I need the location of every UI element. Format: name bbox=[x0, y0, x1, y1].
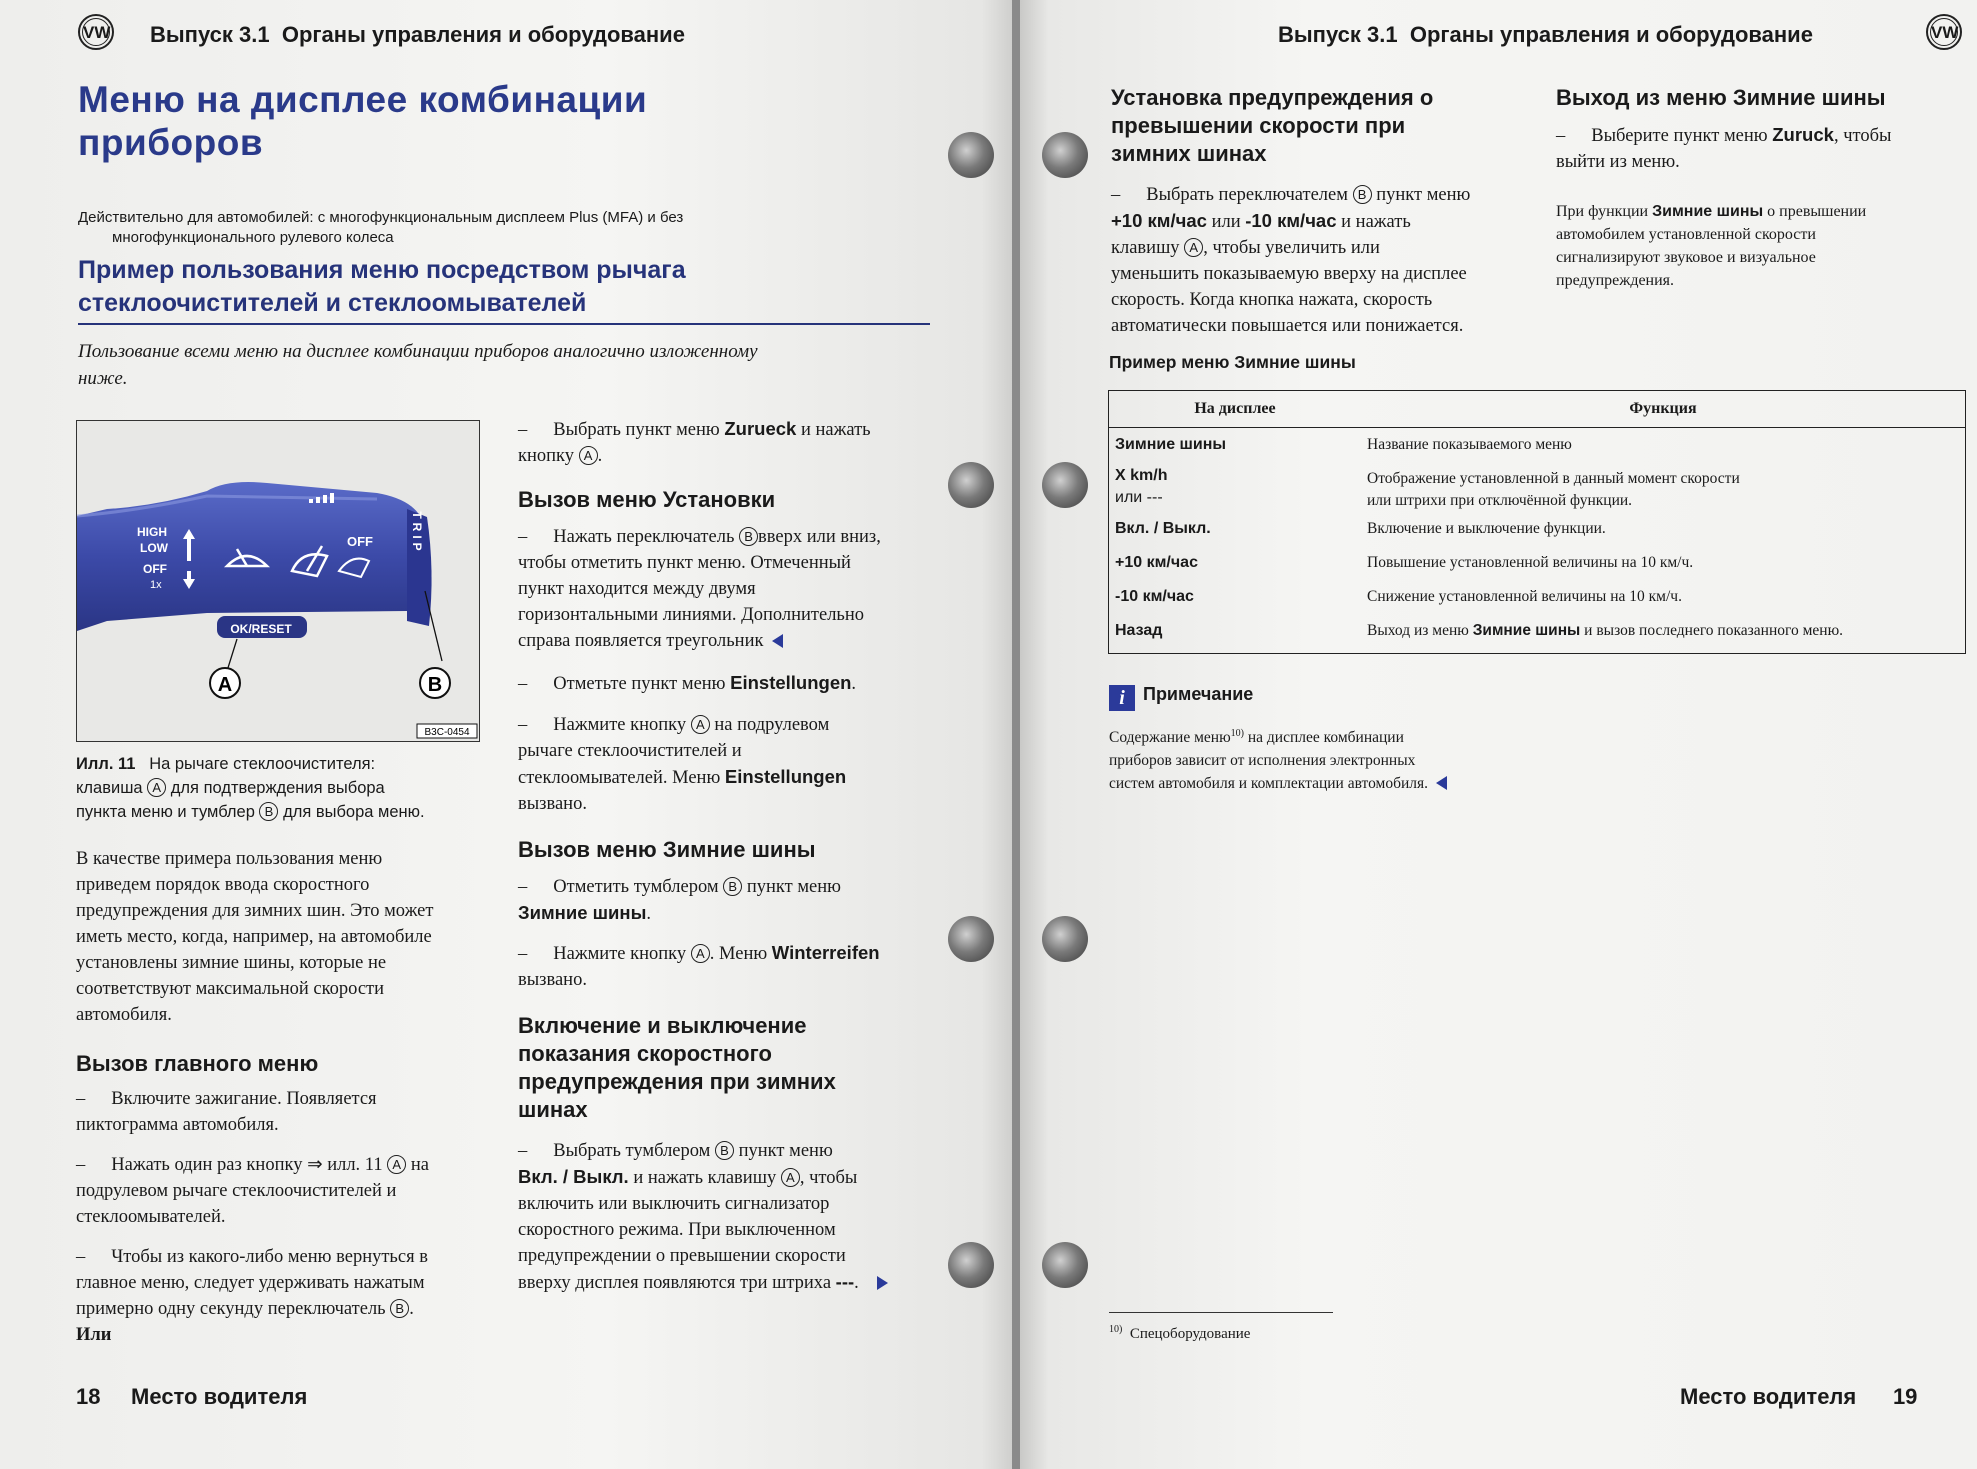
label-trip bbox=[410, 511, 424, 554]
heading-winter-menu: Вызов меню Зимние шины bbox=[518, 837, 816, 862]
step-set-speed: – Выбрать переключателем B пункт меню +10 км/час или -10 км/час и нажать клавишу A , чтобы увеличить или уменьшить показываемую вверху на дисплее скорость. Когда кнопка нажата, скорость автоматически повышается или понижается. bbox=[1111, 185, 1471, 336]
vw-logo-right: VW bbox=[1926, 14, 1962, 50]
continue-arrow-icon bbox=[877, 1276, 888, 1290]
table-row: Вкл. / Выкл. Включение и выключение функции. bbox=[1115, 519, 1606, 537]
intro-text: Пользование всеми меню на дисплее комбинации приборов аналогично изложенному ниже. bbox=[78, 341, 758, 389]
svg-text:B: B bbox=[427, 674, 443, 696]
note-text: Содержание меню$^{10)}$ на дисплее комбинации приборов зависит от исполнения электронных систем автомобиля и комплектации автомобиля. bbox=[1109, 722, 1549, 795]
label-off: OFF bbox=[143, 562, 167, 576]
step-return-main: – Чтобы из какого-либо меню вернуться в главное меню, следует удерживать нажатым примерно одну секунду переключатель B . Или bbox=[76, 1247, 428, 1345]
wiper-stalk-illustration bbox=[77, 421, 479, 741]
heading-main-menu: Вызов главного меню bbox=[76, 1051, 319, 1076]
label-ok-reset: OK/RESET bbox=[230, 622, 292, 636]
heading-setup-menu: Вызов меню Установки bbox=[518, 487, 776, 512]
figure-caption: Илл. 11 На рычаге стеклоочистителя: клавиша A для подтверждения выбора пункта меню и тумблер B для выбора меню. bbox=[76, 755, 425, 821]
figure-wiper-stalk bbox=[76, 420, 480, 742]
step-zurueck: – Выбрать пункт меню Zurueck и нажать кнопку A . bbox=[518, 418, 871, 466]
table-row: Назад Выход из меню Зимние шины и вызов последнего показанного меню. bbox=[1115, 621, 1844, 639]
header-title-right: Выпуск 3.1 Органы управления и оборудование bbox=[1278, 22, 1813, 47]
label-1x: 1x bbox=[150, 579, 162, 591]
binder-hole bbox=[948, 462, 994, 508]
table-row: -10 км/час Снижение установленной величины на 10 км/ч. bbox=[1115, 587, 1682, 605]
svg-text:TRIP: TRIP bbox=[410, 511, 424, 555]
triangle-icon bbox=[772, 634, 783, 648]
binder-hole bbox=[948, 132, 994, 178]
binder-hole bbox=[1042, 462, 1088, 508]
footnote: $^{10)}$ Спецоборудование bbox=[1109, 1324, 1251, 1342]
step-setup-1: – Нажать переключатель B вверх или вниз, чтобы отметить пункт меню. Отмеченный пункт находится между двумя горизонтальными линиями. Дополнительно справа появляется треугольник bbox=[518, 527, 881, 651]
right-page bbox=[1020, 0, 1977, 1469]
footer-right: Место водителя 19 bbox=[1680, 1384, 1918, 1409]
step-onoff: – Выбрать тумблером B пункт меню Вкл. / Выкл. и нажать клавишу A , чтобы включить или выключить сигнализатор скоростного режима. При выключенном предупреждении о превышении скорости вверху дисплея появляются три штриха ---. bbox=[518, 1138, 948, 1296]
table-title: Пример меню Зимние шины bbox=[1109, 352, 1356, 372]
exit-paragraph: При функции Зимние шины о превышении автомобилем установленной скорости сигнализируют звуковое и визуальное предупреждения. bbox=[1556, 203, 1867, 289]
heading-onoff: Включение и выключение показания скоростного предупреждения при зимних шинах bbox=[518, 1013, 836, 1122]
table-row: X km/h или --- Отображение установленной в данный момент скорости или штрихи при отключённой функции. bbox=[1115, 466, 1740, 509]
footnote-rule bbox=[1109, 1312, 1333, 1313]
label-low: LOW bbox=[140, 541, 168, 555]
binder-hole bbox=[948, 1242, 994, 1288]
figure-code: B3C-0454 bbox=[424, 727, 470, 738]
note-heading: i Примечание bbox=[1109, 684, 1253, 711]
step-setup-2: – Отметьте пункт меню Einstellungen. bbox=[518, 672, 857, 694]
end-triangle-icon bbox=[1436, 776, 1447, 790]
applicability-note: Действительно для автомобилей: с многофункциональным дисплеем Plus (MFA) и без многофункционального рулевого колеса bbox=[78, 209, 684, 246]
table-row: +10 км/час Повышение установленной величины на 10 км/ч. bbox=[1115, 553, 1694, 571]
example-paragraph: В качестве примера пользования меню приведем порядок ввода скоростного предупреждения для зимних шин. Это может иметь место, когда, например, на автомобиле установлены зимние шины, которые не соответствуют максимальной скорости автомобиля. bbox=[76, 849, 434, 1025]
step-press-button: – Нажать один раз кнопку ⇒ илл. 11 A на подрулевом рычаге стеклоочистителей и стеклоомывателей. bbox=[76, 1155, 430, 1227]
svg-text:A: A bbox=[217, 674, 233, 696]
heading-set-warning: Установка предупреждения о превышении скорости при зимних шинах bbox=[1111, 85, 1434, 166]
binder-hole bbox=[1042, 1242, 1088, 1288]
step-ignition: – Включите зажигание. Появляется пиктограмма автомобиля. bbox=[76, 1089, 377, 1135]
label-off-right: OFF bbox=[347, 534, 373, 549]
header-title: Выпуск 3.1 Органы управления и оборудование bbox=[150, 22, 685, 47]
step-exit: – Выберите пункт меню Zuruck, чтобы выйти из меню. bbox=[1556, 124, 1892, 172]
page-title: Меню на дисплее комбинации приборов bbox=[78, 79, 648, 163]
step-setup-3: – Нажмите кнопку A на подрулевом рычаге стеклоочистителей и стеклоомывателей. Меню Einstellungen вызвано. bbox=[518, 715, 847, 814]
vw-logo: VW bbox=[78, 14, 114, 50]
heading-exit-winter: Выход из меню Зимние шины bbox=[1556, 85, 1886, 110]
binder-hole bbox=[1042, 132, 1088, 178]
label-high: HIGH bbox=[137, 525, 167, 539]
info-icon: i bbox=[1109, 685, 1135, 711]
table-header: На дисплее bbox=[1109, 391, 1361, 428]
table-header: Функция bbox=[1361, 391, 1965, 428]
footer-left: 18 Место водителя bbox=[76, 1384, 308, 1409]
heading-rule bbox=[78, 323, 930, 325]
table-row: Зимние шины Название показываемого меню bbox=[1115, 436, 1572, 453]
section-heading: Пример пользования меню посредством рычага стеклоочистителей и стеклоомывателей bbox=[78, 256, 686, 317]
winter-menu-table bbox=[1108, 390, 1966, 654]
binder-hole bbox=[1042, 916, 1088, 962]
step-winter-2: – Нажмите кнопку A . Меню Winterreifen вызвано. bbox=[518, 942, 880, 990]
binder-hole bbox=[948, 916, 994, 962]
step-winter-1: – Отметить тумблером B пункт меню Зимние шины. bbox=[518, 877, 841, 924]
